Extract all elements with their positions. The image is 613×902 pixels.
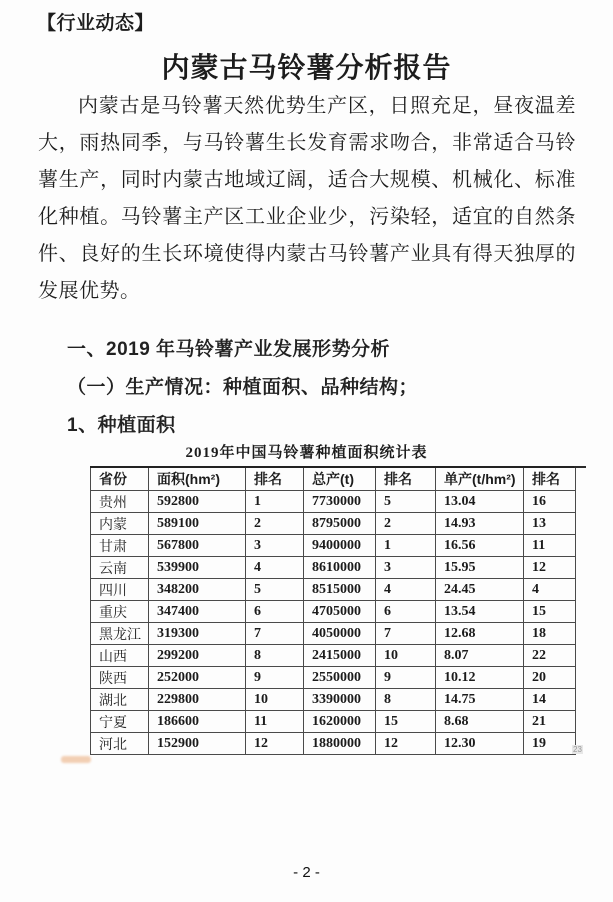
value-cell: 3390000 [304, 689, 376, 711]
value-cell: 16.56 [436, 535, 524, 557]
value-cell: 592800 [149, 491, 246, 513]
table-row [91, 535, 576, 557]
value-cell: 22 [524, 645, 576, 667]
value-cell: 16 [524, 491, 576, 513]
province-cell: 云南 [91, 557, 149, 579]
value-cell: 299200 [149, 645, 246, 667]
value-cell: 3 [246, 535, 304, 557]
value-cell: 11 [524, 535, 576, 557]
province-cell: 贵州 [91, 491, 149, 513]
value-cell: 2415000 [304, 645, 376, 667]
value-cell: 252000 [149, 667, 246, 689]
table-row [91, 513, 576, 535]
value-cell: 5 [376, 491, 436, 513]
value-cell: 21 [524, 711, 576, 733]
value-cell: 12 [246, 733, 304, 755]
value-cell: 7 [376, 623, 436, 645]
table-row [91, 689, 576, 711]
section-heading: 一、2019 年马铃薯产业发展形势分析 [67, 339, 391, 360]
value-cell: 539900 [149, 557, 246, 579]
table-row [91, 645, 576, 667]
value-cell: 8.68 [436, 711, 524, 733]
page-number: - 2 - [293, 864, 320, 881]
table-row [91, 491, 576, 513]
table-row [91, 601, 576, 623]
value-cell: 186600 [149, 711, 246, 733]
value-cell: 347400 [149, 601, 246, 623]
value-cell: 8795000 [304, 513, 376, 535]
value-cell: 15 [376, 711, 436, 733]
table-row [91, 579, 576, 601]
value-cell: 6 [246, 601, 304, 623]
table-row [91, 733, 576, 755]
value-cell: 152900 [149, 733, 246, 755]
province-cell: 河北 [91, 733, 149, 755]
value-cell: 24.45 [436, 579, 524, 601]
value-cell: 319300 [149, 623, 246, 645]
value-cell: 9 [376, 667, 436, 689]
province-cell: 甘肃 [91, 535, 149, 557]
province-cell: 四川 [91, 579, 149, 601]
subsection-heading: （一）生产情况：种植面积、品种结构； [67, 377, 419, 398]
value-cell: 2 [376, 513, 436, 535]
item-heading: 1、种植面积 [67, 415, 176, 436]
value-cell: 5 [246, 579, 304, 601]
table-border-artifact [574, 466, 586, 468]
value-cell: 12.68 [436, 623, 524, 645]
value-cell: 1 [376, 535, 436, 557]
stats-table-body [91, 491, 576, 755]
value-cell: 589100 [149, 513, 246, 535]
value-cell: 4 [246, 557, 304, 579]
value-cell: 4 [376, 579, 436, 601]
value-cell: 19 [524, 733, 576, 755]
table-header-cell: 面积(hm²) [149, 467, 246, 491]
value-cell: 1880000 [304, 733, 376, 755]
value-cell: 11 [246, 711, 304, 733]
value-cell: 8 [376, 689, 436, 711]
value-cell: 12 [524, 557, 576, 579]
value-cell: 12.30 [436, 733, 524, 755]
value-cell: 348200 [149, 579, 246, 601]
province-cell: 宁夏 [91, 711, 149, 733]
value-cell: 14.75 [436, 689, 524, 711]
table-row [91, 557, 576, 579]
value-cell: 13.04 [436, 491, 524, 513]
table-title: 2019年中国马铃薯种植面积统计表 [185, 445, 428, 461]
intro-paragraph: 内蒙古是马铃薯天然优势生产区，日照充足，昼夜温差大，雨热同季，与马铃薯生长发育需求吻合，非常适合马铃薯生产，同时内蒙古地域辽阔，适合大规模、机械化、标准化种植。马铃薯主产区工业企业少，污染轻，适宜的自然条件、良好的生长环境使得内蒙古马铃薯产业具有得天独厚的发展优势。 [38, 95, 576, 302]
value-cell: 8 [246, 645, 304, 667]
table-header-cell: 省份 [91, 467, 149, 491]
value-cell: 2 [246, 513, 304, 535]
page-title: 内蒙古马铃薯分析报告 [161, 53, 452, 84]
value-cell: 13 [524, 513, 576, 535]
value-cell: 20 [524, 667, 576, 689]
value-cell: 7730000 [304, 491, 376, 513]
value-cell: 15 [524, 601, 576, 623]
value-cell: 2550000 [304, 667, 376, 689]
value-cell: 4050000 [304, 623, 376, 645]
value-cell: 15.95 [436, 557, 524, 579]
value-cell: 9 [246, 667, 304, 689]
value-cell: 8.07 [436, 645, 524, 667]
value-cell: 8515000 [304, 579, 376, 601]
scan-smudge-artifact [61, 756, 91, 763]
province-cell: 黑龙江 [91, 623, 149, 645]
value-cell: 12 [376, 733, 436, 755]
category-tag: 【行业动态】 [37, 13, 155, 34]
province-cell: 内蒙 [91, 513, 149, 535]
value-cell: 10.12 [436, 667, 524, 689]
value-cell: 1 [246, 491, 304, 513]
value-cell: 1620000 [304, 711, 376, 733]
value-cell: 9400000 [304, 535, 376, 557]
value-cell: 14.93 [436, 513, 524, 535]
province-cell: 湖北 [91, 689, 149, 711]
table-row [91, 623, 576, 645]
value-cell: 4 [524, 579, 576, 601]
table-header-cell: 总产(t) [304, 467, 376, 491]
value-cell: 10 [246, 689, 304, 711]
table-row [91, 711, 576, 733]
value-cell: 10 [376, 645, 436, 667]
value-cell: 229800 [149, 689, 246, 711]
value-cell: 8610000 [304, 557, 376, 579]
table-header-cell: 单产(t/hm²) [436, 467, 524, 491]
value-cell: 3 [376, 557, 436, 579]
table-header-row [91, 467, 576, 491]
value-cell: 6 [376, 601, 436, 623]
table-row [91, 667, 576, 689]
scan-corner-note: 23 [573, 745, 582, 754]
province-cell: 重庆 [91, 601, 149, 623]
value-cell: 7 [246, 623, 304, 645]
province-cell: 陕西 [91, 667, 149, 689]
value-cell: 18 [524, 623, 576, 645]
province-cell: 山西 [91, 645, 149, 667]
table-header-cell: 排名 [246, 467, 304, 491]
value-cell: 4705000 [304, 601, 376, 623]
value-cell: 13.54 [436, 601, 524, 623]
value-cell: 567800 [149, 535, 246, 557]
table-header-cell: 排名 [376, 467, 436, 491]
stats-table [90, 466, 576, 755]
value-cell: 14 [524, 689, 576, 711]
table-header-cell: 排名 [524, 467, 576, 491]
